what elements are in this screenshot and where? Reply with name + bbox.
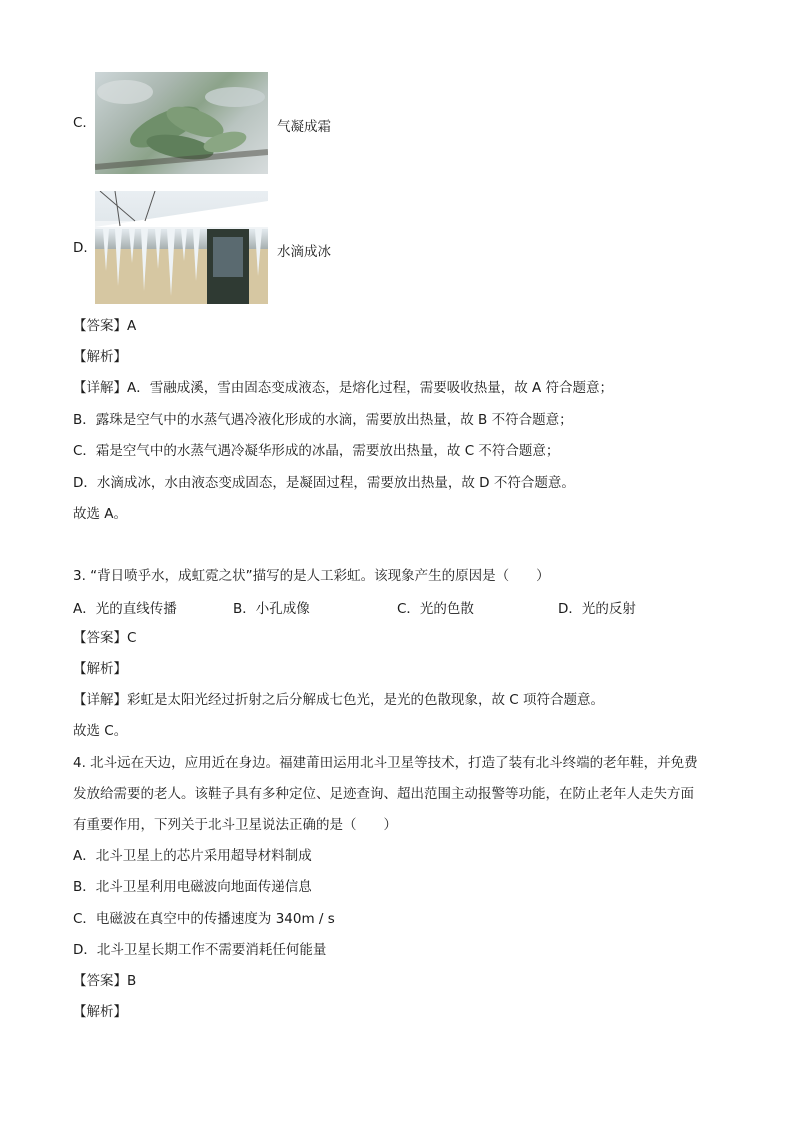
q4-option-c: C．电磁波在真空中的传播速度为 340m / s	[73, 911, 335, 927]
icicles-photo	[95, 191, 268, 304]
option-c-caption: 气凝成霜	[277, 119, 331, 135]
q3-option-a: A．光的直线传播	[73, 601, 177, 617]
q2-detail-line-4: D．水滴成冰，水由液态变成固态，是凝固过程，需要放出热量，故 D 不符合题意。	[73, 475, 575, 491]
q3-option-d: D．光的反射	[558, 601, 636, 617]
q2-detail-line-1: 【详解】A．雪融成溪，雪由固态变成液态，是熔化过程，需要吸收热量，故 A 符合题意；	[73, 380, 614, 396]
option-d-letter: D.	[73, 240, 88, 256]
frost-leaves-photo	[95, 72, 268, 174]
q4-answer: 【答案】B	[73, 973, 137, 989]
q4-stem-line-3: 有重要作用，下列关于北斗卫星说法正确的是（ ）	[73, 817, 397, 833]
q2-answer: 【答案】A	[73, 318, 137, 334]
q2-detail-line-2: B．露珠是空气中的水蒸气遇冷液化形成的水滴，需要放出热量，故 B 不符合题意；	[73, 412, 573, 428]
q4-option-a: A．北斗卫星上的芯片采用超导材料制成	[73, 848, 312, 864]
q3-option-c: C．光的色散	[397, 601, 474, 617]
q4-option-d: D．北斗卫星长期工作不需要消耗任何能量	[73, 942, 327, 958]
q3-stem: 3. “背日喷乎水，成虹霓之状”描写的是人工彩虹。该现象产生的原因是（ ）	[73, 568, 550, 584]
option-d-caption: 水滴成冰	[277, 244, 331, 260]
q3-detail: 【详解】彩虹是太阳光经过折射之后分解成七色光，是光的色散现象，故 C 项符合题意。	[73, 692, 605, 708]
option-c-letter: C.	[73, 115, 87, 131]
q4-option-b: B．北斗卫星利用电磁波向地面传递信息	[73, 879, 312, 895]
q3-analysis-label: 【解析】	[73, 661, 127, 677]
q2-detail-line-3: C．霜是空气中的水蒸气遇冷凝华形成的冰晶，需要放出热量，故 C 不符合题意；	[73, 443, 560, 459]
q2-analysis-label: 【解析】	[73, 349, 127, 365]
q3-answer: 【答案】C	[73, 630, 137, 646]
q2-conclusion: 故选 A。	[73, 506, 128, 522]
q3-option-b: B．小孔成像	[233, 601, 310, 617]
q3-conclusion: 故选 C。	[73, 723, 128, 739]
q4-stem-line-1: 4. 北斗远在天边，应用近在身边。福建莆田运用北斗卫星等技术，打造了装有北斗终端的老年鞋，并免费	[73, 755, 698, 771]
q4-stem-line-2: 发放给需要的老人。该鞋子具有多种定位、足迹查询、超出范围主动报警等功能，在防止老年人走失方面	[73, 786, 694, 802]
q4-analysis-label: 【解析】	[73, 1004, 127, 1020]
